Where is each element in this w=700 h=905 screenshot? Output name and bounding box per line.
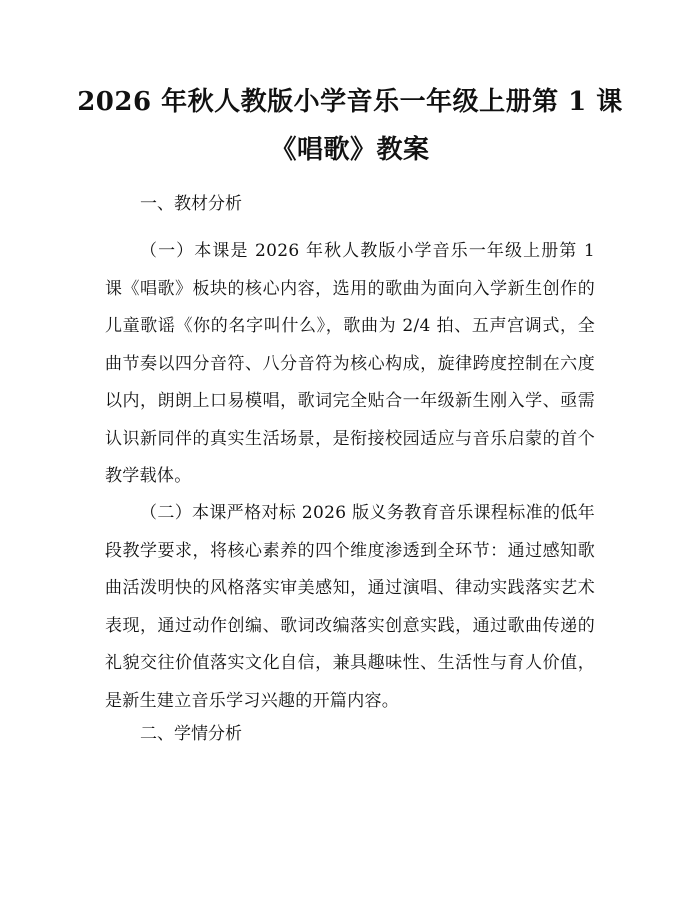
paragraph-materials-1: （一）本课是 2026 年秋人教版小学音乐一年级上册第 1 课《唱歌》板块的核心内容，选用的歌曲为面向入学新生创作的儿童歌谣《你的名字叫什么》，歌曲为 2/4 拍、五声宫调式，全曲节奏以四分音符、八分音符为核心构成，旋律跨度控制在六度以内，朗朗上口易模唱，歌词完全贴合一年级新生刚入学、亟需认识新同伴的真实生活场景，是衔接校园适应与音乐启蒙的首个教学载体。: [105, 241, 595, 486]
paragraph-materials-2: （二）本课严格对标 2026 版义务教育音乐课程标准的低年段教学要求，将核心素养的四个维度渗透到全环节：通过感知歌曲活泼明快的风格落实审美感知，通过演唱、律动实践落实艺术表现，通过动作创编、歌词改编落实创意实践，通过歌曲传递的礼貌交往价值落实文化自信，兼具趣味性、生活性与育人价值，是新生建立音乐学习兴趣的开篇内容。: [105, 503, 595, 711]
document-title-line-2: 《唱歌》教案: [270, 135, 430, 165]
section-heading-student-analysis: 二、学情分析: [140, 724, 242, 744]
section-heading-materials-analysis: 一、教材分析: [140, 194, 242, 214]
document-title-line-1: 2026 年秋人教版小学音乐一年级上册第 1 课: [77, 87, 623, 117]
